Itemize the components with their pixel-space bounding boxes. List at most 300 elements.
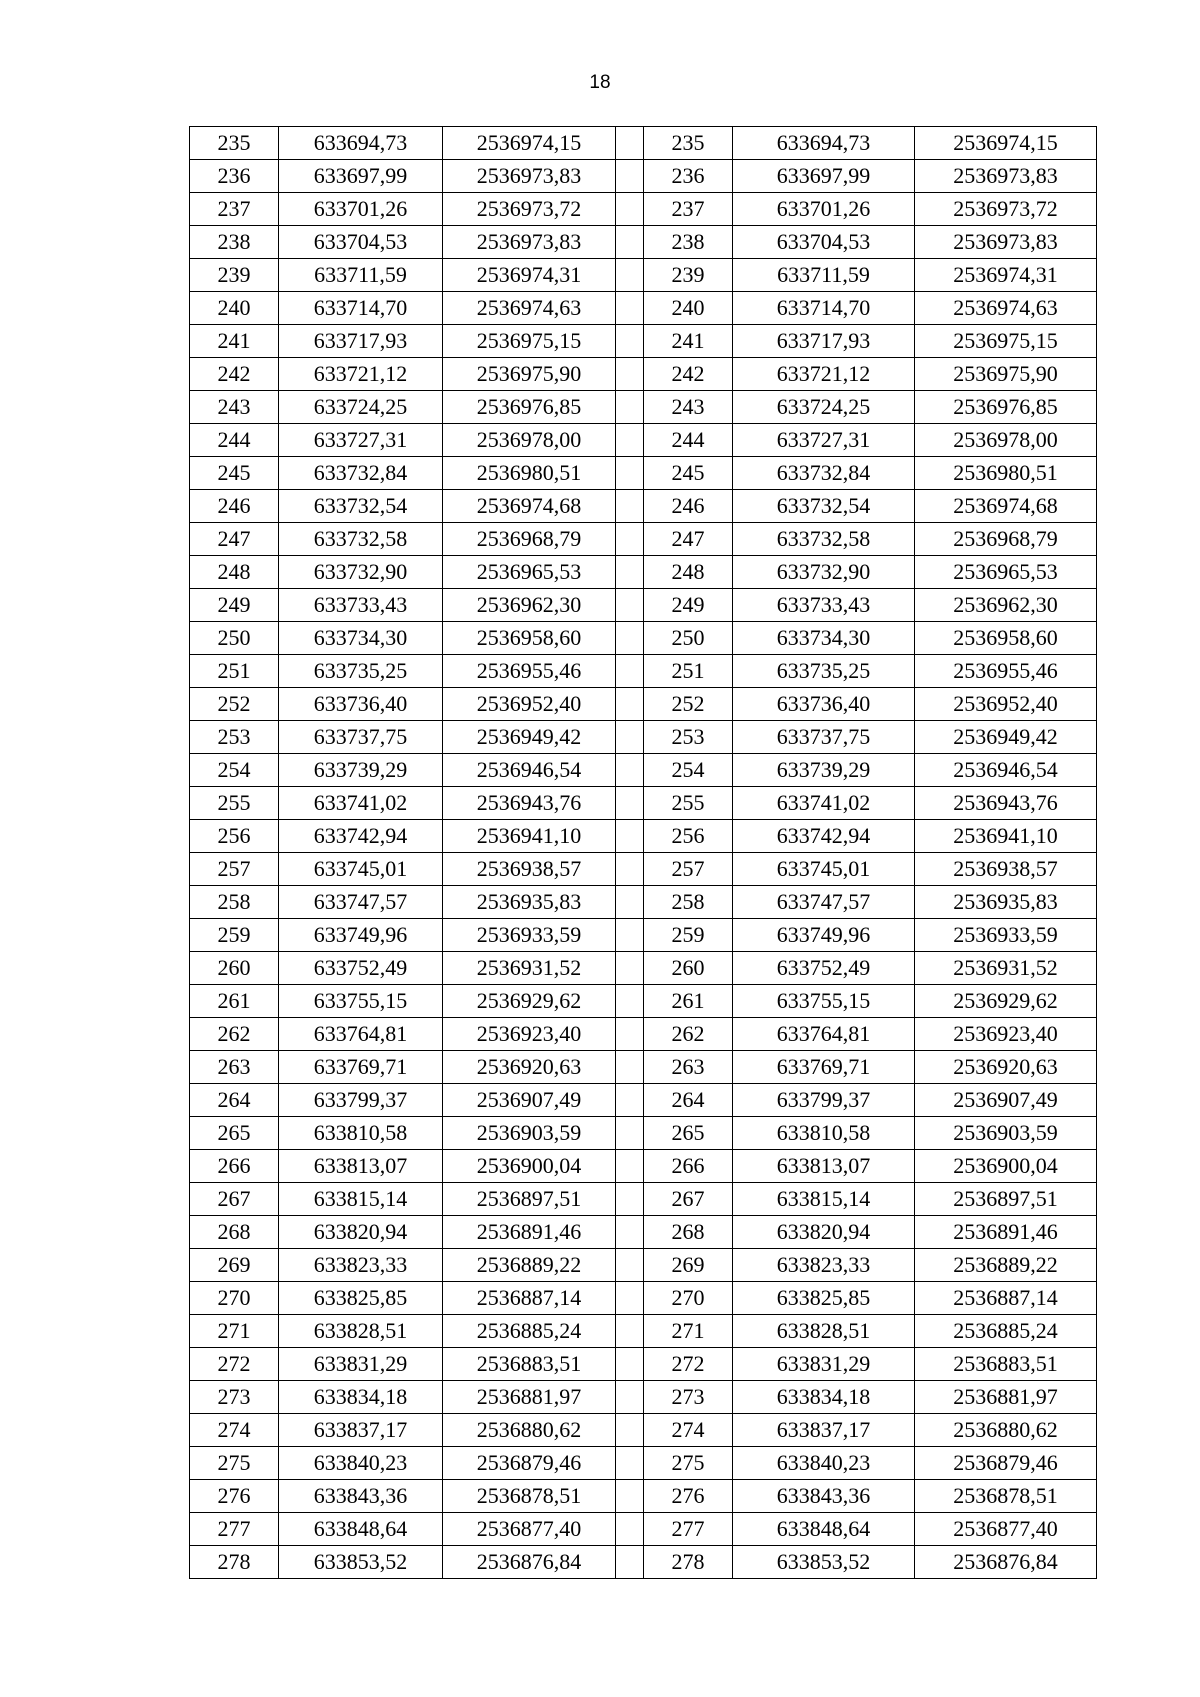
point-number: 273	[644, 1381, 733, 1414]
x-coordinate: 633747,57	[279, 886, 443, 919]
y-coordinate: 2536946,54	[915, 754, 1097, 787]
point-number: 276	[644, 1480, 733, 1513]
point-number: 240	[644, 292, 733, 325]
y-coordinate: 2536974,15	[915, 127, 1097, 160]
x-coordinate: 633825,85	[279, 1282, 443, 1315]
point-number: 255	[644, 787, 733, 820]
table-row	[190, 358, 1097, 391]
separator-cell	[616, 589, 644, 622]
y-coordinate: 2536946,54	[443, 754, 616, 787]
y-coordinate: 2536931,52	[915, 952, 1097, 985]
x-coordinate: 633823,33	[279, 1249, 443, 1282]
x-coordinate: 633813,07	[279, 1150, 443, 1183]
y-coordinate: 2536897,51	[443, 1183, 616, 1216]
x-coordinate: 633834,18	[733, 1381, 915, 1414]
separator-cell	[616, 160, 644, 193]
y-coordinate: 2536897,51	[915, 1183, 1097, 1216]
separator-cell	[616, 1348, 644, 1381]
point-number: 257	[190, 853, 279, 886]
point-number: 249	[190, 589, 279, 622]
x-coordinate: 633843,36	[279, 1480, 443, 1513]
point-number: 245	[190, 457, 279, 490]
x-coordinate: 633825,85	[733, 1282, 915, 1315]
x-coordinate: 633735,25	[733, 655, 915, 688]
y-coordinate: 2536938,57	[915, 853, 1097, 886]
x-coordinate: 633745,01	[279, 853, 443, 886]
point-number: 253	[190, 721, 279, 754]
table-row	[190, 985, 1097, 1018]
separator-cell	[616, 1282, 644, 1315]
point-number: 241	[644, 325, 733, 358]
point-number: 256	[190, 820, 279, 853]
x-coordinate: 633734,30	[733, 622, 915, 655]
point-number: 270	[644, 1282, 733, 1315]
table-row	[190, 1018, 1097, 1051]
separator-cell	[616, 457, 644, 490]
x-coordinate: 633721,12	[733, 358, 915, 391]
table-row	[190, 226, 1097, 259]
point-number: 238	[190, 226, 279, 259]
separator-cell	[616, 259, 644, 292]
y-coordinate: 2536877,40	[443, 1513, 616, 1546]
table-row	[190, 1249, 1097, 1282]
point-number: 244	[190, 424, 279, 457]
table-row	[190, 1315, 1097, 1348]
y-coordinate: 2536933,59	[915, 919, 1097, 952]
table-row	[190, 391, 1097, 424]
separator-cell	[616, 325, 644, 358]
point-number: 263	[190, 1051, 279, 1084]
point-number: 267	[644, 1183, 733, 1216]
y-coordinate: 2536941,10	[443, 820, 616, 853]
x-coordinate: 633813,07	[733, 1150, 915, 1183]
x-coordinate: 633840,23	[733, 1447, 915, 1480]
x-coordinate: 633831,29	[733, 1348, 915, 1381]
point-number: 273	[190, 1381, 279, 1414]
table-row	[190, 1117, 1097, 1150]
y-coordinate: 2536955,46	[443, 655, 616, 688]
x-coordinate: 633810,58	[279, 1117, 443, 1150]
x-coordinate: 633749,96	[733, 919, 915, 952]
x-coordinate: 633694,73	[733, 127, 915, 160]
y-coordinate: 2536900,04	[443, 1150, 616, 1183]
x-coordinate: 633736,40	[733, 688, 915, 721]
table-row	[190, 490, 1097, 523]
x-coordinate: 633714,70	[733, 292, 915, 325]
y-coordinate: 2536968,79	[915, 523, 1097, 556]
point-number: 242	[190, 358, 279, 391]
separator-cell	[616, 424, 644, 457]
table-row	[190, 1513, 1097, 1546]
point-number: 275	[644, 1447, 733, 1480]
point-number: 250	[190, 622, 279, 655]
separator-cell	[616, 688, 644, 721]
point-number: 262	[644, 1018, 733, 1051]
x-coordinate: 633741,02	[279, 787, 443, 820]
x-coordinate: 633752,49	[733, 952, 915, 985]
point-number: 245	[644, 457, 733, 490]
table-row	[190, 952, 1097, 985]
point-number: 260	[644, 952, 733, 985]
separator-cell	[616, 886, 644, 919]
point-number: 252	[644, 688, 733, 721]
y-coordinate: 2536952,40	[443, 688, 616, 721]
table-row	[190, 622, 1097, 655]
point-number: 255	[190, 787, 279, 820]
point-number: 237	[190, 193, 279, 226]
y-coordinate: 2536949,42	[443, 721, 616, 754]
point-number: 261	[644, 985, 733, 1018]
x-coordinate: 633837,17	[279, 1414, 443, 1447]
point-number: 259	[644, 919, 733, 952]
x-coordinate: 633727,31	[279, 424, 443, 457]
point-number: 258	[644, 886, 733, 919]
point-number: 277	[190, 1513, 279, 1546]
separator-cell	[616, 1018, 644, 1051]
table-row	[190, 1084, 1097, 1117]
point-number: 261	[190, 985, 279, 1018]
x-coordinate: 633764,81	[733, 1018, 915, 1051]
table-row	[190, 1183, 1097, 1216]
y-coordinate: 2536958,60	[915, 622, 1097, 655]
y-coordinate: 2536952,40	[915, 688, 1097, 721]
y-coordinate: 2536933,59	[443, 919, 616, 952]
point-number: 274	[644, 1414, 733, 1447]
point-number: 278	[644, 1546, 733, 1579]
y-coordinate: 2536975,90	[915, 358, 1097, 391]
y-coordinate: 2536879,46	[915, 1447, 1097, 1480]
x-coordinate: 633853,52	[733, 1546, 915, 1579]
x-coordinate: 633843,36	[733, 1480, 915, 1513]
table-row	[190, 193, 1097, 226]
separator-cell	[616, 1084, 644, 1117]
y-coordinate: 2536907,49	[915, 1084, 1097, 1117]
y-coordinate: 2536980,51	[915, 457, 1097, 490]
point-number: 238	[644, 226, 733, 259]
y-coordinate: 2536975,15	[443, 325, 616, 358]
separator-cell	[616, 1315, 644, 1348]
x-coordinate: 633732,90	[279, 556, 443, 589]
y-coordinate: 2536900,04	[915, 1150, 1097, 1183]
x-coordinate: 633810,58	[733, 1117, 915, 1150]
x-coordinate: 633769,71	[279, 1051, 443, 1084]
x-coordinate: 633732,84	[279, 457, 443, 490]
x-coordinate: 633701,26	[279, 193, 443, 226]
x-coordinate: 633853,52	[279, 1546, 443, 1579]
table-row	[190, 424, 1097, 457]
y-coordinate: 2536876,84	[915, 1546, 1097, 1579]
point-number: 239	[644, 259, 733, 292]
x-coordinate: 633701,26	[733, 193, 915, 226]
table-row	[190, 1282, 1097, 1315]
y-coordinate: 2536973,72	[915, 193, 1097, 226]
x-coordinate: 633745,01	[733, 853, 915, 886]
x-coordinate: 633704,53	[733, 226, 915, 259]
point-number: 263	[644, 1051, 733, 1084]
y-coordinate: 2536920,63	[915, 1051, 1097, 1084]
separator-cell	[616, 391, 644, 424]
separator-cell	[616, 1249, 644, 1282]
separator-cell	[616, 490, 644, 523]
x-coordinate: 633732,54	[279, 490, 443, 523]
table-row	[190, 1414, 1097, 1447]
x-coordinate: 633828,51	[733, 1315, 915, 1348]
separator-cell	[616, 556, 644, 589]
x-coordinate: 633736,40	[279, 688, 443, 721]
y-coordinate: 2536973,83	[915, 160, 1097, 193]
y-coordinate: 2536938,57	[443, 853, 616, 886]
table-row	[190, 325, 1097, 358]
separator-cell	[616, 358, 644, 391]
table-row	[190, 721, 1097, 754]
separator-cell	[616, 1414, 644, 1447]
x-coordinate: 633714,70	[279, 292, 443, 325]
table-row	[190, 787, 1097, 820]
separator-cell	[616, 721, 644, 754]
y-coordinate: 2536980,51	[443, 457, 616, 490]
table-row	[190, 919, 1097, 952]
separator-cell	[616, 193, 644, 226]
separator-cell	[616, 1381, 644, 1414]
y-coordinate: 2536929,62	[915, 985, 1097, 1018]
separator-cell	[616, 952, 644, 985]
x-coordinate: 633711,59	[733, 259, 915, 292]
table-row	[190, 556, 1097, 589]
y-coordinate: 2536973,83	[443, 160, 616, 193]
x-coordinate: 633823,33	[733, 1249, 915, 1282]
x-coordinate: 633815,14	[733, 1183, 915, 1216]
point-number: 276	[190, 1480, 279, 1513]
y-coordinate: 2536974,15	[443, 127, 616, 160]
table-row	[190, 655, 1097, 688]
point-number: 253	[644, 721, 733, 754]
point-number: 272	[190, 1348, 279, 1381]
table-row	[190, 127, 1097, 160]
point-number: 264	[190, 1084, 279, 1117]
y-coordinate: 2536974,63	[915, 292, 1097, 325]
point-number: 246	[644, 490, 733, 523]
y-coordinate: 2536974,31	[443, 259, 616, 292]
x-coordinate: 633848,64	[279, 1513, 443, 1546]
table-row	[190, 820, 1097, 853]
page-number: 18	[589, 72, 611, 93]
table-row	[190, 160, 1097, 193]
point-number: 244	[644, 424, 733, 457]
table-row	[190, 1216, 1097, 1249]
y-coordinate: 2536920,63	[443, 1051, 616, 1084]
point-number: 254	[644, 754, 733, 787]
x-coordinate: 633732,90	[733, 556, 915, 589]
y-coordinate: 2536923,40	[915, 1018, 1097, 1051]
separator-cell	[616, 127, 644, 160]
y-coordinate: 2536878,51	[443, 1480, 616, 1513]
x-coordinate: 633739,29	[733, 754, 915, 787]
table-row	[190, 853, 1097, 886]
table-row	[190, 589, 1097, 622]
x-coordinate: 633831,29	[279, 1348, 443, 1381]
point-number: 268	[190, 1216, 279, 1249]
y-coordinate: 2536881,97	[443, 1381, 616, 1414]
y-coordinate: 2536976,85	[443, 391, 616, 424]
x-coordinate: 633742,94	[733, 820, 915, 853]
y-coordinate: 2536935,83	[915, 886, 1097, 919]
x-coordinate: 633724,25	[733, 391, 915, 424]
table-row	[190, 1381, 1097, 1414]
y-coordinate: 2536885,24	[443, 1315, 616, 1348]
point-number: 235	[190, 127, 279, 160]
y-coordinate: 2536903,59	[443, 1117, 616, 1150]
y-coordinate: 2536943,76	[443, 787, 616, 820]
y-coordinate: 2536976,85	[915, 391, 1097, 424]
x-coordinate: 633721,12	[279, 358, 443, 391]
point-number: 242	[644, 358, 733, 391]
separator-cell	[616, 820, 644, 853]
point-number: 250	[644, 622, 733, 655]
separator-cell	[616, 1183, 644, 1216]
point-number: 247	[644, 523, 733, 556]
point-number: 265	[190, 1117, 279, 1150]
point-number: 254	[190, 754, 279, 787]
y-coordinate: 2536941,10	[915, 820, 1097, 853]
table-row	[190, 292, 1097, 325]
point-number: 272	[644, 1348, 733, 1381]
coordinates-table-body	[190, 127, 1097, 1579]
table-row	[190, 886, 1097, 919]
x-coordinate: 633717,93	[733, 325, 915, 358]
x-coordinate: 633799,37	[279, 1084, 443, 1117]
x-coordinate: 633749,96	[279, 919, 443, 952]
x-coordinate: 633755,15	[279, 985, 443, 1018]
x-coordinate: 633815,14	[279, 1183, 443, 1216]
table-row	[190, 523, 1097, 556]
x-coordinate: 633848,64	[733, 1513, 915, 1546]
y-coordinate: 2536978,00	[915, 424, 1097, 457]
x-coordinate: 633752,49	[279, 952, 443, 985]
x-coordinate: 633764,81	[279, 1018, 443, 1051]
separator-cell	[616, 523, 644, 556]
x-coordinate: 633732,58	[733, 523, 915, 556]
y-coordinate: 2536887,14	[443, 1282, 616, 1315]
point-number: 252	[190, 688, 279, 721]
separator-cell	[616, 1117, 644, 1150]
x-coordinate: 633732,58	[279, 523, 443, 556]
y-coordinate: 2536975,15	[915, 325, 1097, 358]
y-coordinate: 2536943,76	[915, 787, 1097, 820]
separator-cell	[616, 1447, 644, 1480]
separator-cell	[616, 853, 644, 886]
x-coordinate: 633733,43	[279, 589, 443, 622]
x-coordinate: 633737,75	[733, 721, 915, 754]
y-coordinate: 2536877,40	[915, 1513, 1097, 1546]
separator-cell	[616, 655, 644, 688]
x-coordinate: 633724,25	[279, 391, 443, 424]
y-coordinate: 2536974,63	[443, 292, 616, 325]
point-number: 249	[644, 589, 733, 622]
y-coordinate: 2536962,30	[915, 589, 1097, 622]
y-coordinate: 2536883,51	[915, 1348, 1097, 1381]
y-coordinate: 2536935,83	[443, 886, 616, 919]
separator-cell	[616, 1546, 644, 1579]
y-coordinate: 2536975,90	[443, 358, 616, 391]
table-row	[190, 1051, 1097, 1084]
y-coordinate: 2536903,59	[915, 1117, 1097, 1150]
table-row	[190, 1348, 1097, 1381]
y-coordinate: 2536891,46	[443, 1216, 616, 1249]
point-number: 256	[644, 820, 733, 853]
y-coordinate: 2536876,84	[443, 1546, 616, 1579]
point-number: 235	[644, 127, 733, 160]
separator-cell	[616, 1513, 644, 1546]
y-coordinate: 2536973,72	[443, 193, 616, 226]
table-row	[190, 457, 1097, 490]
y-coordinate: 2536887,14	[915, 1282, 1097, 1315]
x-coordinate: 633834,18	[279, 1381, 443, 1414]
y-coordinate: 2536880,62	[915, 1414, 1097, 1447]
y-coordinate: 2536891,46	[915, 1216, 1097, 1249]
y-coordinate: 2536974,31	[915, 259, 1097, 292]
point-number: 266	[644, 1150, 733, 1183]
y-coordinate: 2536881,97	[915, 1381, 1097, 1414]
table-row	[190, 1480, 1097, 1513]
y-coordinate: 2536962,30	[443, 589, 616, 622]
x-coordinate: 633742,94	[279, 820, 443, 853]
y-coordinate: 2536965,53	[443, 556, 616, 589]
y-coordinate: 2536974,68	[443, 490, 616, 523]
separator-cell	[616, 1216, 644, 1249]
x-coordinate: 633739,29	[279, 754, 443, 787]
y-coordinate: 2536973,83	[443, 226, 616, 259]
y-coordinate: 2536929,62	[443, 985, 616, 1018]
table-row	[190, 688, 1097, 721]
point-number: 241	[190, 325, 279, 358]
point-number: 271	[190, 1315, 279, 1348]
coordinates-table	[189, 126, 1097, 1579]
separator-cell	[616, 985, 644, 1018]
point-number: 267	[190, 1183, 279, 1216]
x-coordinate: 633820,94	[733, 1216, 915, 1249]
x-coordinate: 633755,15	[733, 985, 915, 1018]
point-number: 248	[644, 556, 733, 589]
separator-cell	[616, 226, 644, 259]
x-coordinate: 633711,59	[279, 259, 443, 292]
point-number: 258	[190, 886, 279, 919]
y-coordinate: 2536889,22	[915, 1249, 1097, 1282]
x-coordinate: 633697,99	[279, 160, 443, 193]
y-coordinate: 2536949,42	[915, 721, 1097, 754]
y-coordinate: 2536880,62	[443, 1414, 616, 1447]
x-coordinate: 633697,99	[733, 160, 915, 193]
x-coordinate: 633733,43	[733, 589, 915, 622]
point-number: 275	[190, 1447, 279, 1480]
point-number: 262	[190, 1018, 279, 1051]
separator-cell	[616, 1480, 644, 1513]
x-coordinate: 633727,31	[733, 424, 915, 457]
separator-cell	[616, 919, 644, 952]
separator-cell	[616, 754, 644, 787]
table-row	[190, 1447, 1097, 1480]
y-coordinate: 2536923,40	[443, 1018, 616, 1051]
point-number: 277	[644, 1513, 733, 1546]
y-coordinate: 2536883,51	[443, 1348, 616, 1381]
point-number: 264	[644, 1084, 733, 1117]
x-coordinate: 633704,53	[279, 226, 443, 259]
y-coordinate: 2536958,60	[443, 622, 616, 655]
y-coordinate: 2536965,53	[915, 556, 1097, 589]
point-number: 274	[190, 1414, 279, 1447]
point-number: 236	[644, 160, 733, 193]
y-coordinate: 2536973,83	[915, 226, 1097, 259]
point-number: 240	[190, 292, 279, 325]
